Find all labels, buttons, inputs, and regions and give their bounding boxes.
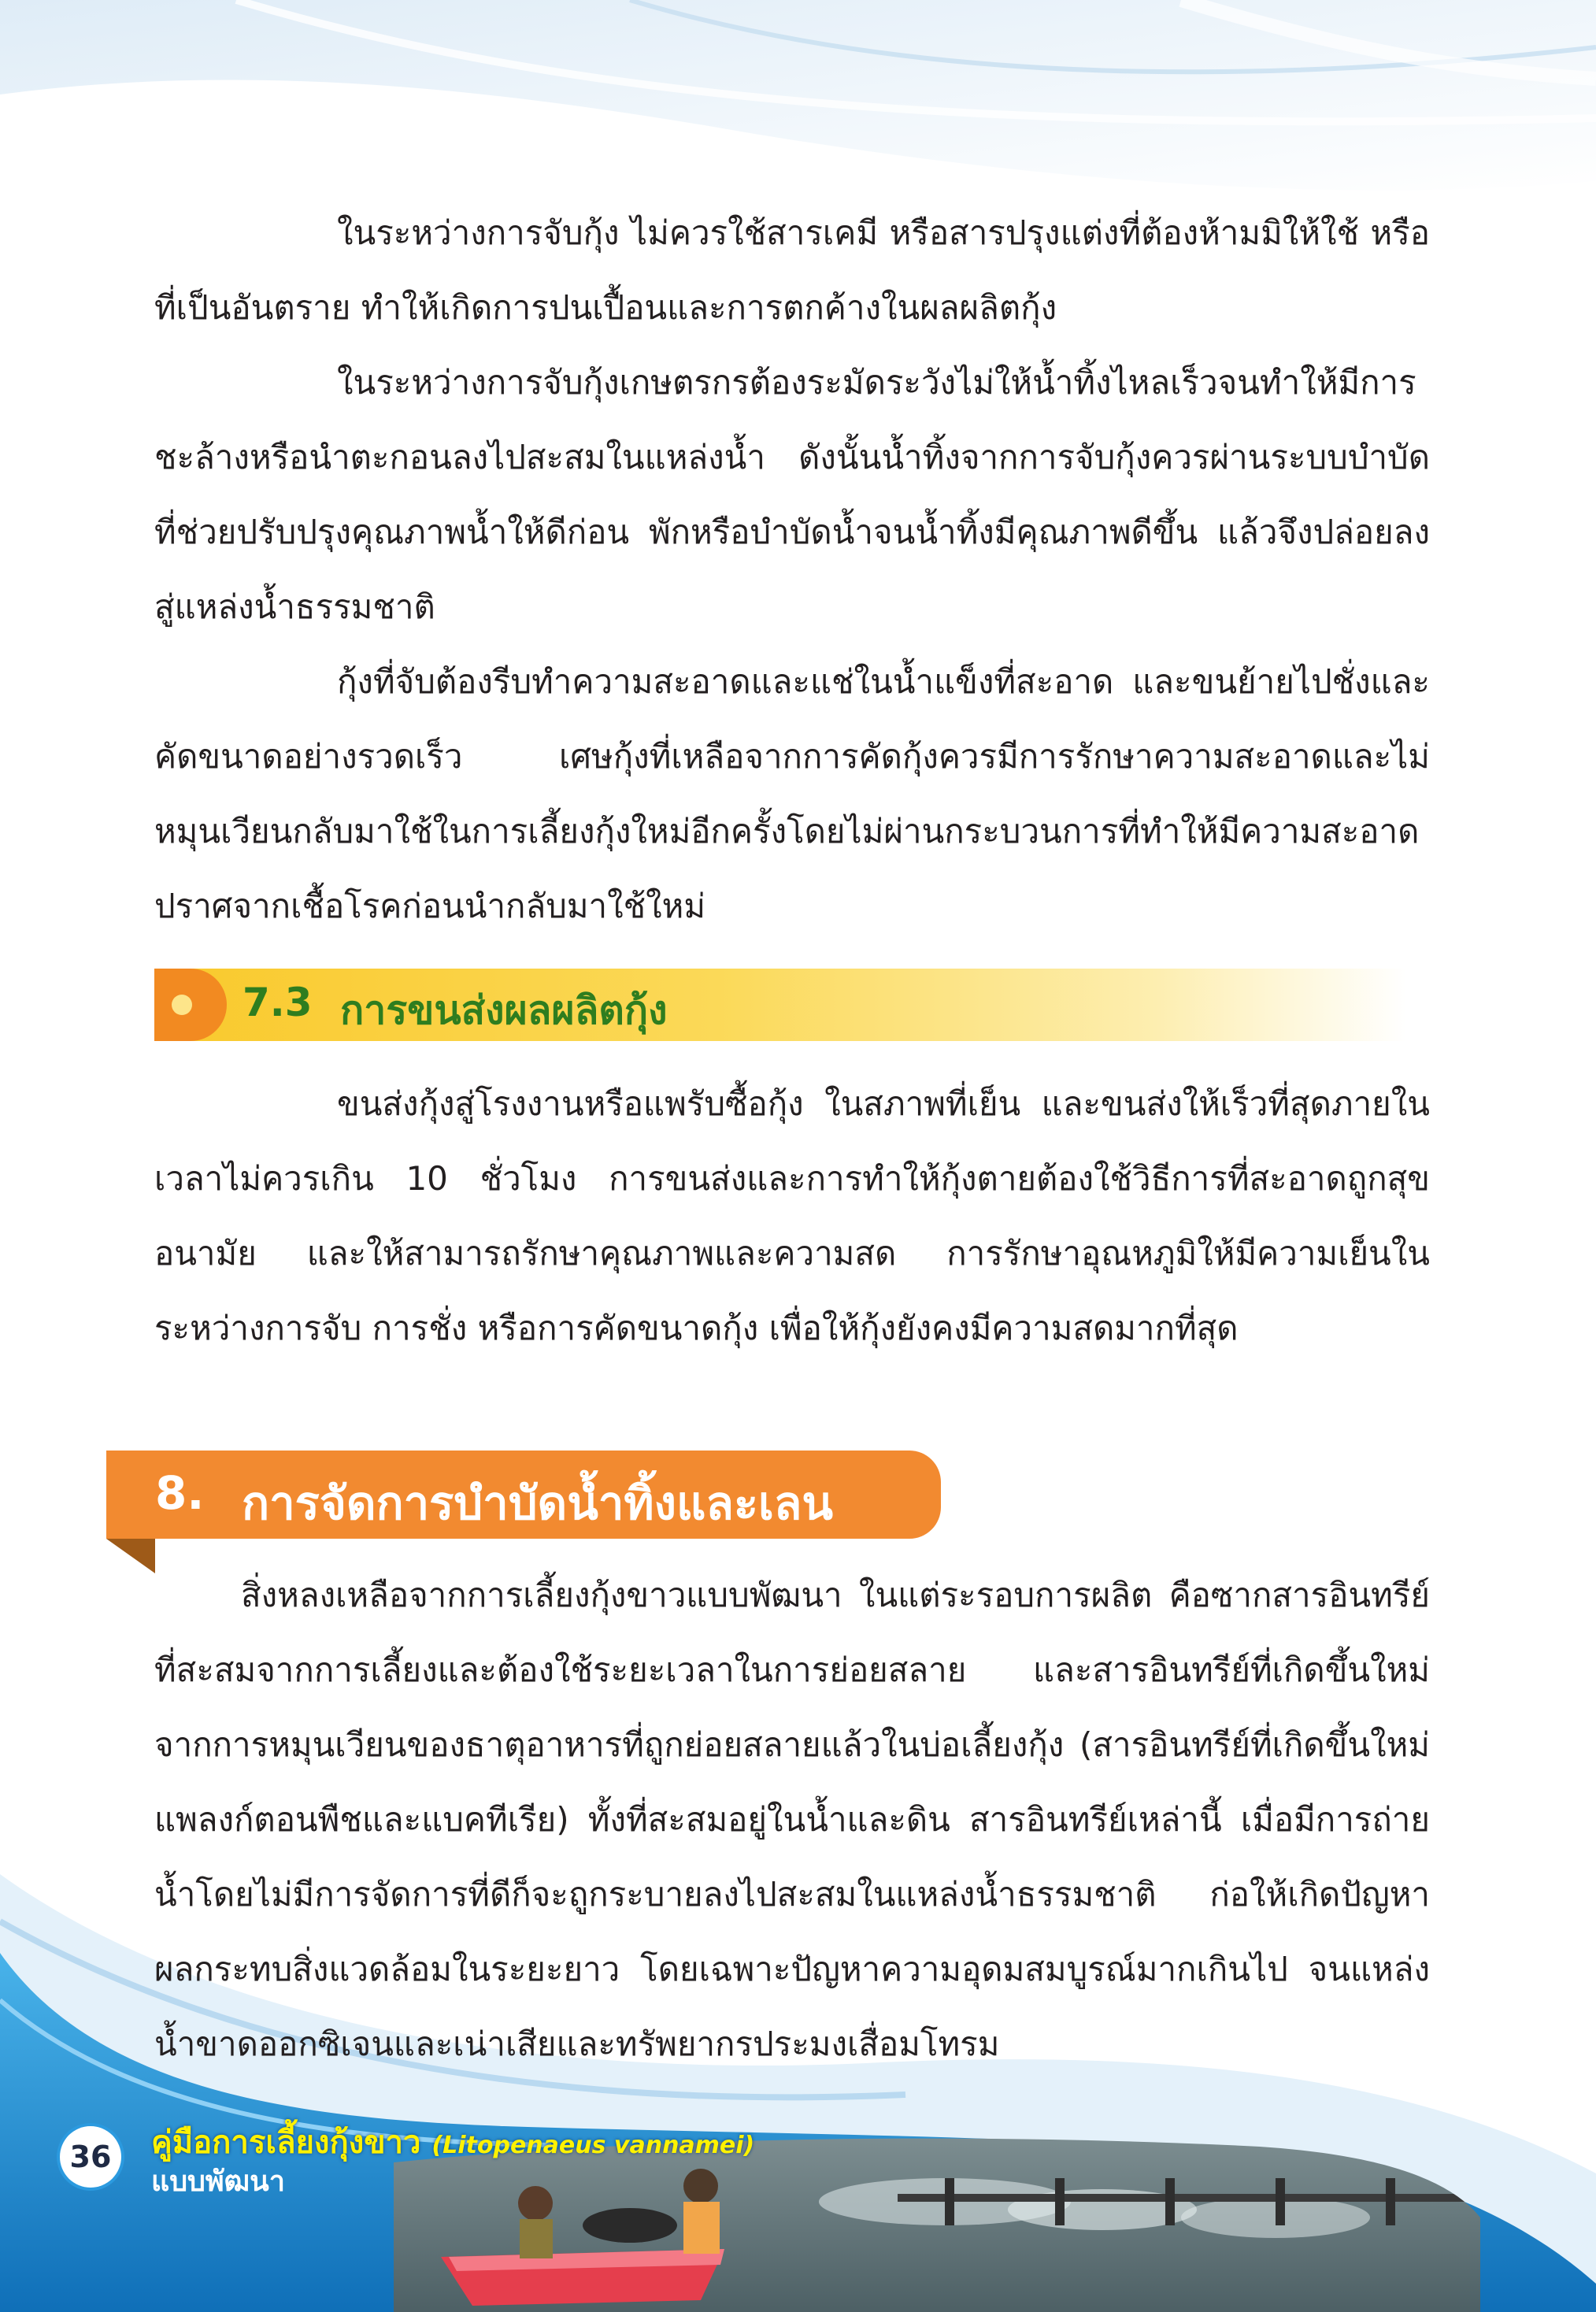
section-8-heading (106, 1451, 941, 1539)
book-subtitle: แบบพัฒนา (151, 2166, 285, 2198)
paragraph-harvest-wastewater: ในระหว่างการจับกุ้งเกษตรกรต้องระมัดระวังไม่ให้น้ำทิ้งไหลเร็วจนทำให้มีการชะล้างหรือนำตะกอนลงไปสะสมในแหล่งน้ำ ดังนั้นน้ำทิ้งจากการจับกุ้งควรผ่านระบบบำบัด ที่ช่วยปรับปรุงคุณภาพน้ำให้ดีก่อน พักหรือบำบัดน้ำจนน้ำทิ้งมีคุณภาพดีขึ้น แล้วจึงปล่อยลงสู่แหล่งน้ำธรรมชาติ (154, 363, 1430, 626)
bullet-dot-icon (172, 995, 192, 1015)
book-title-scientific-name: (Litopenaeus vannamei) (431, 2132, 755, 2159)
paragraph-transport: ขนส่งกุ้งสู่โรงงานหรือแพรับซื้อกุ้ง ในสภาพที่เย็น และขนส่งให้เร็วที่สุดภายในเวลาไม่ควรเกิน 10 ชั่วโมง การขนส่งและการทำให้กุ้งตายต้องใช้วิธีการที่สะอาดถูกสุขอนามัย และให้สามารถรักษาคุณภาพและความสด การรักษาอุณหภูมิให้มีความเย็นในระหว่างการจับ การชั่ง หรือการคัดขนาดกุ้ง เพื่อให้กุ้งยังคงมีความสดมากที่สุด (154, 1084, 1430, 1347)
heading-fold-decoration (106, 1539, 155, 1573)
book-title-thai: คู่มือการเลี้ยงกุ้งขาว (151, 2125, 421, 2161)
paragraph-wastewater-sludge: สิ่งหลงเหลือจากการเลี้ยงกุ้งขาวแบบพัฒนา ในแต่ระรอบการผลิต คือซากสารอินทรีย์ที่สะสมจากการเลี้ยงและต้องใช้ระยะเวลาในการย่อยสลาย และสารอินทรีย์ที่เกิดขึ้นใหม่จากการหมุนเวียนของธาตุอาหารที่ถูกย่อยสลายแล้วในบ่อเลี้ยงกุ้ง (สารอินทรีย์ที่เกิดขึ้นใหม่ แพลงก์ตอนพืชและแบคทีเรีย) ทั้งที่สะสมอยู่ในน้ำและดิน สารอินทรีย์เหล่านี้ เมื่อมีการถ่ายน้ำโดยไม่มีการจัดการที่ดีก็จะถูกระบายลงไปสะสมในแหล่งน้ำธรรมชาติ ก่อให้เกิดปัญหาผลกระทบสิ่งแวดล้อมในระยะยาว โดยเฉพาะปัญหาความอุดมสมบูรณ์มากเกินไป จนแหล่งน้ำขาดออกซิเจนและเน่าเสียและทรัพยากรประมงเสื่อมโทรม (154, 1576, 1430, 2063)
section-8-number: 8. (155, 1466, 205, 1520)
section-7-3-heading (154, 969, 1406, 1041)
page-number: 36 (60, 2126, 121, 2188)
section-8-title: การจัดการบำบัดน้ำทิ้งและเลน (242, 1476, 834, 1530)
paragraph-shrimp-cleaning: กุ้งที่จับต้องรีบทำความสะอาดและแช่ในน้ำแข็งที่สะอาด และขนย้ายไปชั่งและคัดขนาดอย่างรวดเร็ว เศษกุ้งที่เหลือจากการคัดกุ้งควรมีการรักษาความสะอาดและไม่หมุนเวียนกลับมาใช้ในการเลี้ยงกุ้งใหม่อีกครั้งโดยไม่ผ่านกระบวนการที่ทำให้มีความสะอาดปราศจากเชื้อโรคก่อนนำกลับมาใช้ใหม่ (154, 662, 1430, 925)
paragraph-harvest-chemicals: ในระหว่างการจับกุ้ง ไม่ควรใช้สารเคมี หรือสารปรุงแต่งที่ต้องห้ามมิให้ใช้ หรือที่เป็นอันตราย ทำให้เกิดการปนเปื้อนและการตกค้างในผลผลิตกุ้ง (154, 213, 1430, 327)
section-7-3-number: 7.3 (243, 980, 313, 1025)
section-7-3-title: การขนส่งผลผลิตกุ้ง (340, 987, 668, 1033)
bullet-marker (154, 969, 227, 1041)
